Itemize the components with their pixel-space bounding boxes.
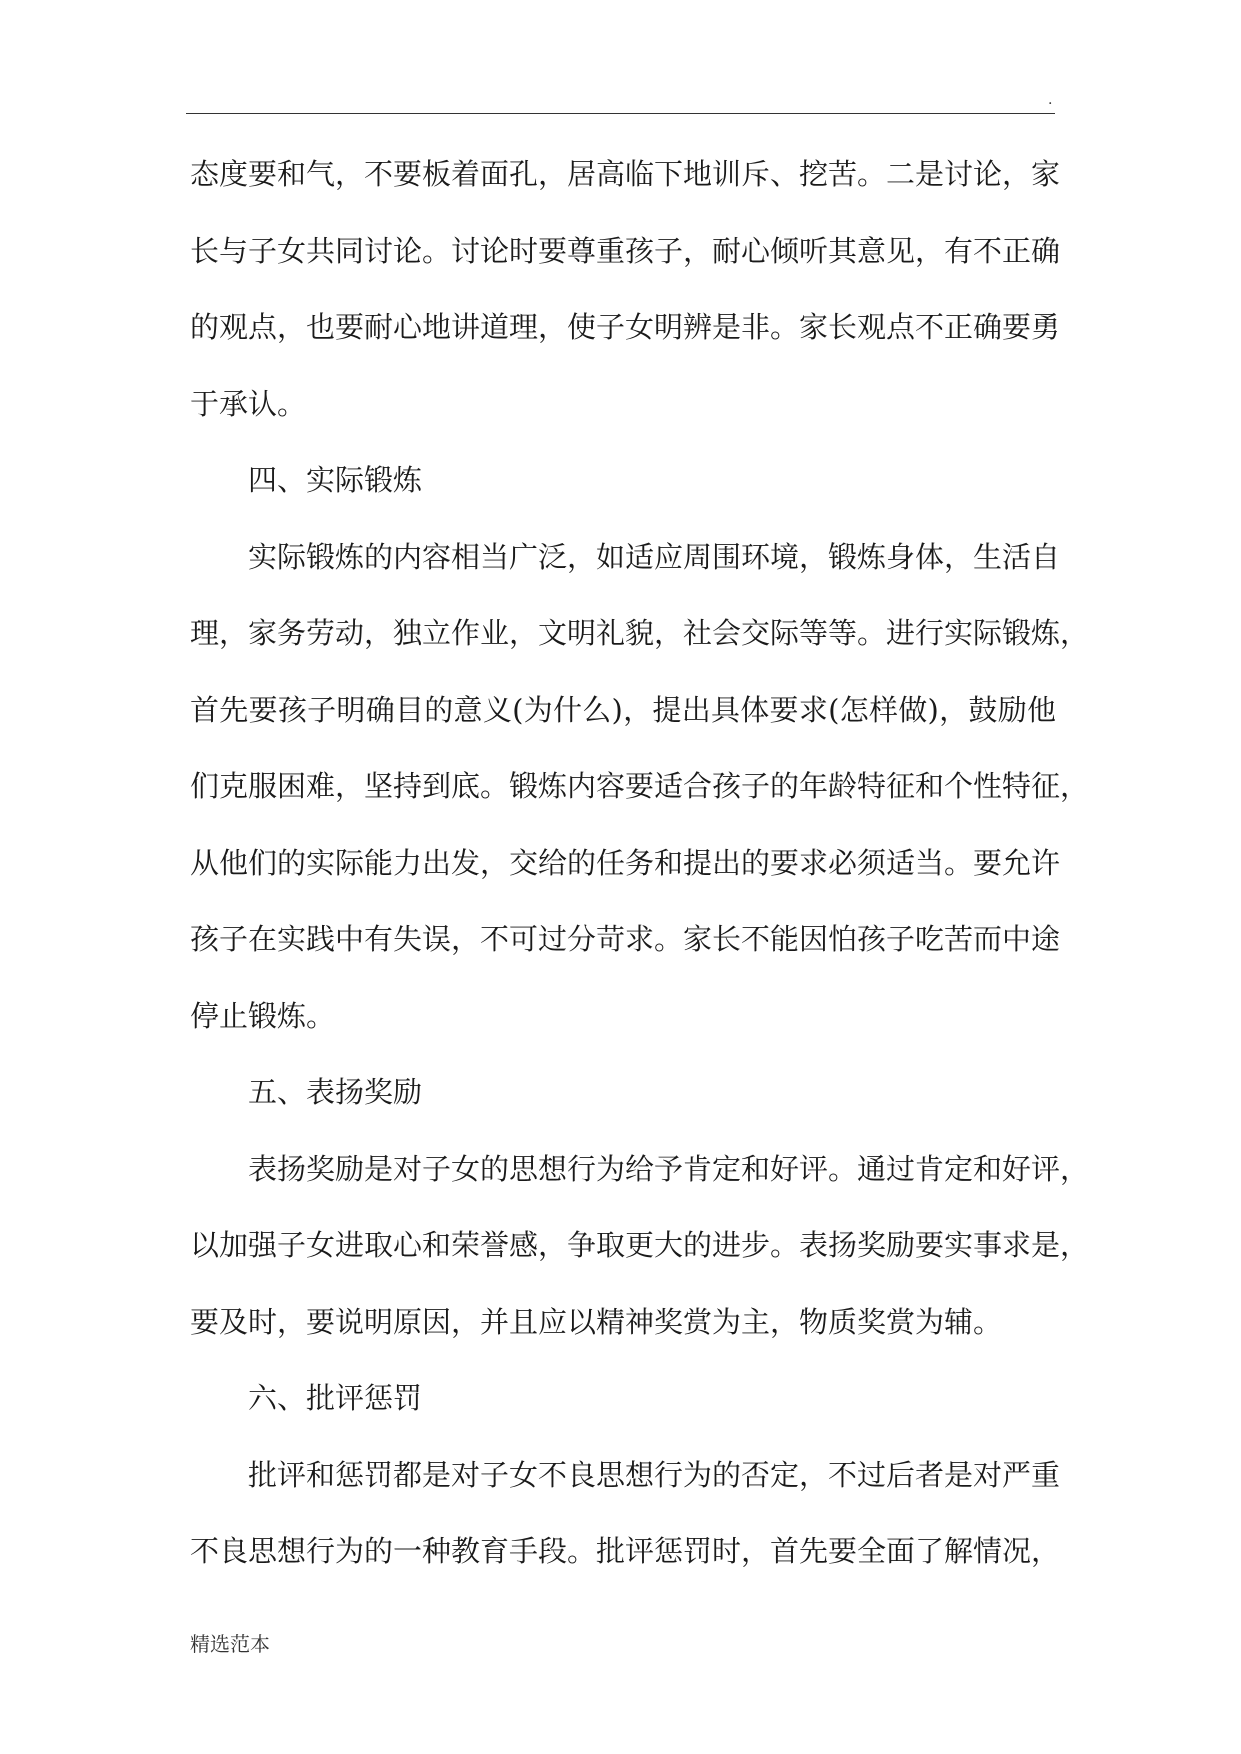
section-heading: 六、批评惩罚 [248, 1381, 423, 1415]
paragraph-line: 于承认。 [190, 386, 307, 421]
paragraph-line: 批评和惩罚都是对子女不良思想行为的否定，不过后者是对严重 [248, 1457, 1061, 1492]
paragraph-line: 要及时，要说明原因，并且应以精神奖赏为主，物质奖赏为辅。 [190, 1304, 1003, 1339]
paragraph-line: 首先要孩子明确目的意义(为什么)，提出具体要求(怎样做)，鼓励他 [190, 692, 1056, 727]
section-heading: 四、实际锻炼 [248, 463, 423, 497]
header-mark: . [1048, 92, 1053, 108]
paragraph-line: 从他们的实际能力出发，交给的任务和提出的要求必须适当。要允许 [190, 845, 1061, 880]
footer-text: 精选范本 [190, 1632, 270, 1656]
paragraph-line: 不良思想行为的一种教育手段。批评惩罚时，首先要全面了解情况， [190, 1534, 1061, 1568]
paragraph-line: 们克服困难，坚持到底。锻炼内容要适合孩子的年龄特征和个性特征， [190, 769, 1090, 803]
section-heading: 五、表扬奖励 [248, 1075, 423, 1109]
paragraph-line: 孩子在实践中有失误，不可过分苛求。家长不能因怕孩子吃苦而中途 [190, 922, 1061, 956]
paragraph-line: 停止锻炼。 [190, 998, 336, 1033]
paragraph-line: 态度要和气，不要板着面孔，居高临下地训斥、挖苦。二是讨论，家 [190, 157, 1061, 191]
paragraph-line: 的观点，也要耐心地讲道理，使子女明辨是非。家长观点不正确要勇 [190, 310, 1061, 344]
paragraph-line: 长与子女共同讨论。讨论时要尊重孩子，耐心倾听其意见，有不正确 [190, 233, 1061, 268]
paragraph-line: 实际锻炼的内容相当广泛，如适应周围环境，锻炼身体，生活自 [248, 539, 1061, 574]
paragraph-line: 以加强子女进取心和荣誉感，争取更大的进步。表扬奖励要实事求是， [190, 1228, 1090, 1262]
header-rule [186, 113, 1055, 114]
document-body [190, 136, 1090, 1590]
paragraph-line: 表扬奖励是对子女的思想行为给予肯定和好评。通过肯定和好评， [248, 1151, 1090, 1186]
paragraph-line: 理，家务劳动，独立作业，文明礼貌，社会交际等等。进行实际锻炼， [190, 616, 1090, 650]
